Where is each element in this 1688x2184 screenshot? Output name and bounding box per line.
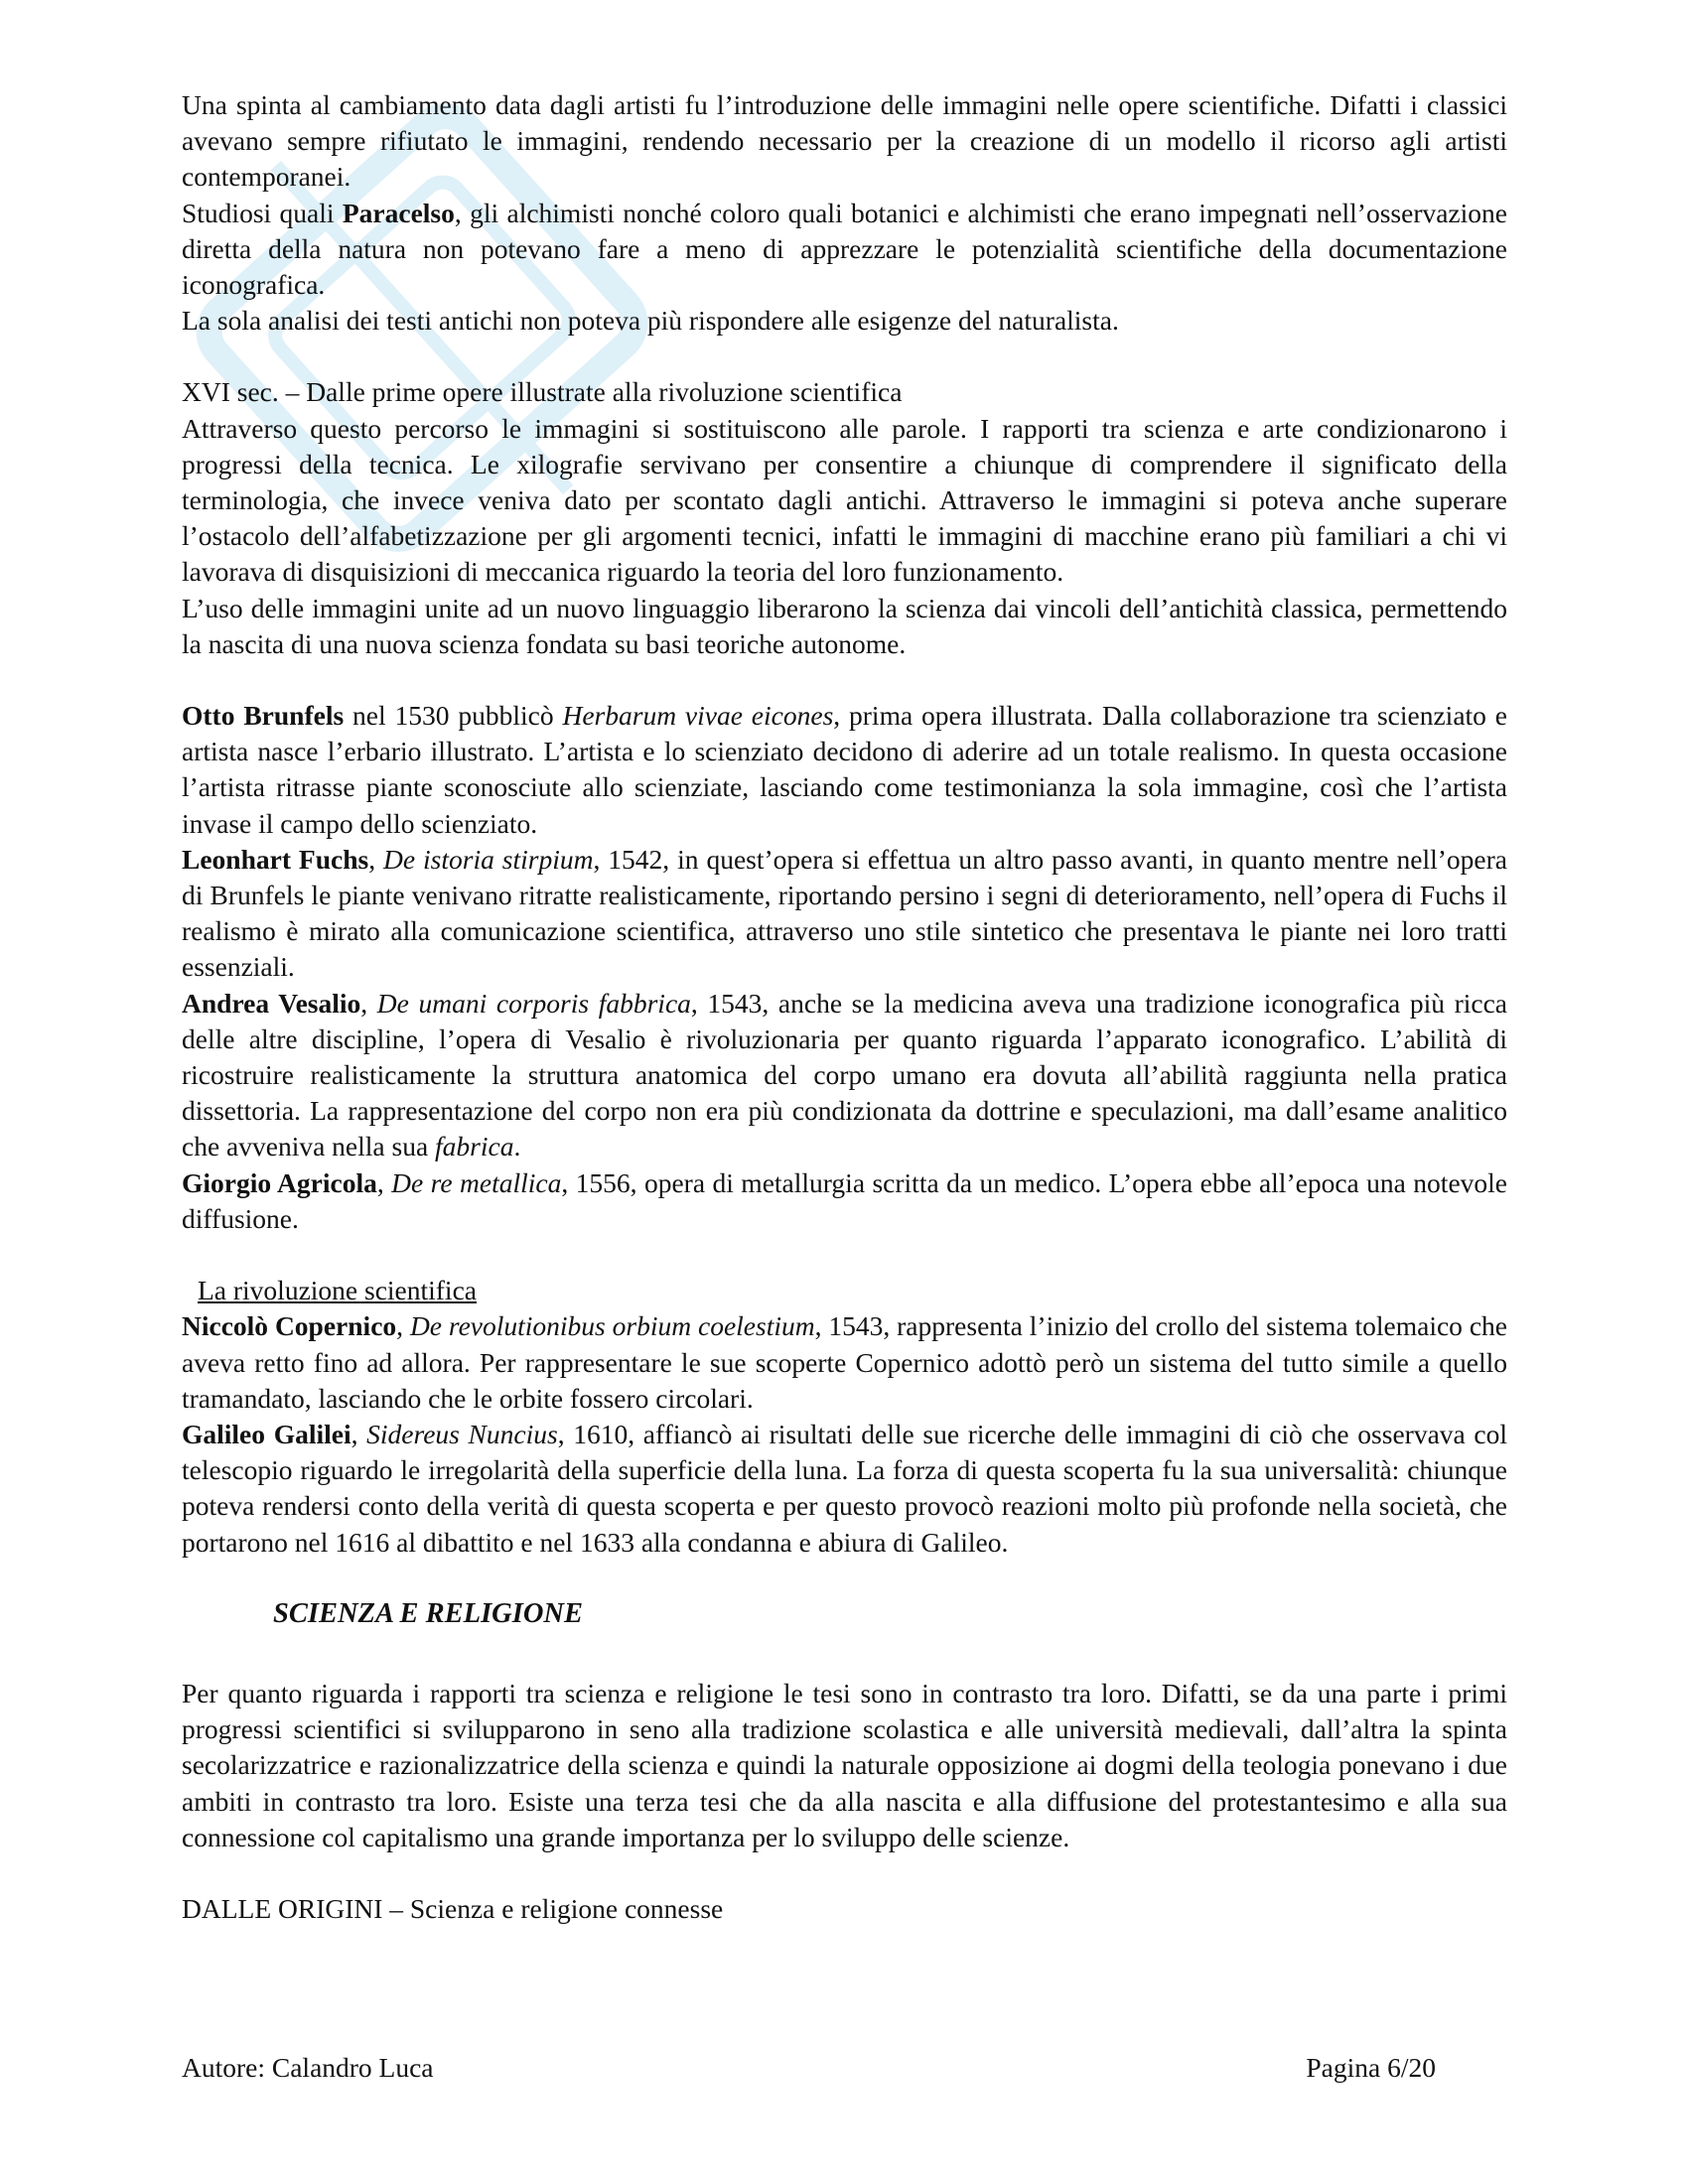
paragraph-copernico: Niccolò Copernico, De revolutionibus orbium coelestium, 1543, rappresenta l’inizio del crollo del sistema tolemaico che aveva retto fino ad allora. Per rappresentare le sue scoperte Copernico adottò però un sistema del tutto simile a quello tramandato, lasciando che le orbite fossero circolari.: [182, 1310, 1507, 1414]
footer-author: Autore: Calandro Luca: [182, 2052, 434, 2083]
heading-scienza-religione: SCIENZA E RELIGIONE: [273, 1597, 584, 1629]
paragraph-fuchs: Leonhart Fuchs, De istoria stirpium, 1542, in quest’opera si effettua un altro passo avanti, in quanto mentre nell’opera di Brunfels le piante venivano ritratte realisticamente, riportando persino i segni di deterioramento, nell’opera di Fuchs il realismo è mirato alla comunicazione scientifica, attraverso uno stile sintetico che presentava le piante nei loro tratti essenziali.: [182, 843, 1507, 983]
page-footer: [182, 2050, 1436, 2086]
paragraph-agricola: Giorgio Agricola, De re metallica, 1556, opera di metallurgia scritta da un medico. L’opera ebbe all’epoca una notevole diffusione.: [182, 1166, 1507, 1234]
paragraph-language-freedom: L’uso delle immagini unite ad un nuovo linguaggio liberarono la scienza dai vincoli dell’antichità classica, permettendo la nascita di una nuova scienza fondata su basi teoriche autonome.: [182, 592, 1507, 659]
paragraph-images-replace-words: Attraverso questo percorso le immagini si sostituiscono alle parole. I rapporti tra scienza e arte condizionarono i progressi della tecnica. Le xilografie servivano per consentire a chiunque di comprendere il significato della terminologia, che invece veniva dato per scontato dagli antichi. Attraverso le immagini si poteva anche superare l’ostacolo dell’alfabetizzazione per gli argomenti tecnici, infatti le immagini di macchine erano più familiari a chi vi lavorava di disquisizioni di meccanica riguardo la teoria del loro funzionamento.: [182, 412, 1507, 588]
paragraph-images-intro: Una spinta al cambiamento data dagli artisti fu l’introduzione delle immagini nelle opere scientifiche. Difatti i classici avevano sempre rifiutato le immagini, rendendo necessario per la creazione di un modello il ricorso agli artisti contemporanei.: [182, 89, 1507, 193]
footer-page-number: Pagina 6/20: [1306, 2052, 1436, 2083]
paragraph-paracelso: Studiosi quali Paracelso, gli alchimisti nonché coloro quali botanici e alchimisti che erano impegnati nell’osservazione diretta della natura non potevano fare a meno di apprezzare le potenzialità scientifiche della documentazione iconografica.: [182, 197, 1507, 301]
paragraph-science-religion: Per quanto riguarda i rapporti tra scienza e religione le tesi sono in contrasto tra loro. Difatti, se da una parte i primi progressi scientifici si svilupparono in seno alla tradizione scolastica e alle università medievali, dall’altra la spinta secolarizzatrice e razionalizzatrice della scienza e quindi la naturale opposizione ai dogmi della teologia ponevano i due ambiti in contrasto tra loro. Esiste una terza tesi che da alla nascita e alla diffusione del protestantesimo e alla sua connessione col capitalismo una grande importanza per lo sviluppo delle scienze.: [182, 1677, 1507, 1852]
section-title-dalle-origini: DALLE ORIGINI – Scienza e religione connesse: [182, 1892, 724, 1924]
name-paracelso: Paracelso: [342, 197, 455, 228]
document-body: [182, 87, 1507, 1927]
paragraph-brunfels: Otto Brunfels nel 1530 pubblicò Herbarum vivae eicones, prima opera illustrata. Dalla collaborazione tra scienziato e artista nasce l’erbario illustrato. L’artista e lo scienziato decidono di aderire ad un totale realismo. In questa occasione l’artista ritrasse piante sconosciute allo scienziate, lasciando come testimonianza la sola immagine, così che l’artista invase il campo dello scienziato.: [182, 700, 1507, 839]
section-title-rivoluzione: La rivoluzione scientifica: [198, 1275, 477, 1306]
paragraph-ancient-texts: La sola analisi dei testi antichi non poteva più rispondere alle esigenze del naturalista.: [182, 305, 1119, 337]
paragraph-galilei: Galileo Galilei, Sidereus Nuncius, 1610, affiancò ai risultati delle sue ricerche delle immagini di ciò che osservava col telescopio riguardo le irregolarità della superficie della luna. La forza di questa scoperta fu la sua universalità: chiunque poteva rendersi conto della verità di questa scoperta e per questo provocò reazioni molto più profonde nella società, che portarono nel 1616 al dibattito e nel 1633 alla condanna e abiura di Galileo.: [182, 1418, 1508, 1558]
paragraph-vesalio: Andrea Vesalio, De umani corporis fabbrica, 1543, anche se la medicina aveva una tradizione iconografica più ricca delle altre discipline, l’opera di Vesalio è rivoluzionaria per quanto riguarda l’apparato iconografico. L’abilità di ricostruire realisticamente la struttura anatomica del corpo umano era dovuta all’abilità raggiunta nella pratica dissettoria. La rappresentazione del corpo non era più condizionata da dottrine e speculazioni, ma dall’esame analitico che avveniva nella sua fabrica.: [182, 987, 1508, 1162]
section-title-xvi-sec: XVI sec. – Dalle prime opere illustrate alla rivoluzione scientifica: [182, 376, 903, 408]
